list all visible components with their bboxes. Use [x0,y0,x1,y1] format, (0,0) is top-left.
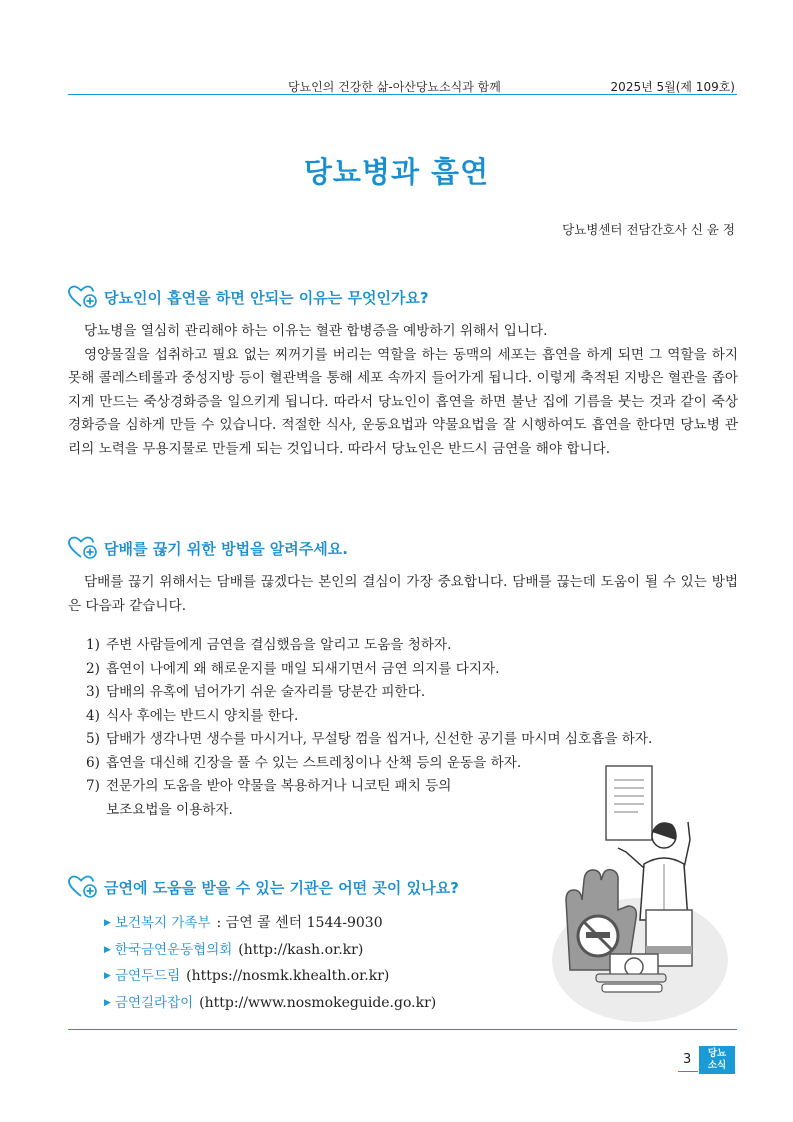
section1-paragraph: 영양물질을 섭취하고 필요 없는 찌꺼기를 버리는 역할을 하는 동맥의 세포는 흡연을 하게 되면 그 역할을 하지 못해 콜레스테롤과 중성지방 등이 혈관벽을 통해 세포 속까지 들어가게 됩니다. 이렇게 축적된 지방은 혈관을 좁아지게 만드는 죽상경화증을 일으키게 됩니다. 따라서 당뇨인이 흡연을 하면 불난 집에 기름을 붓는 것과 같이 죽상경화증을 심하게 만들 수 있습니다. 적절한 식사, 운동요법과 약물요법을 잘 시행하여도 흡연을 한다면 당뇨병 관리의 노력을 무용지물로 만들게 되는 것입니다. 따라서 당뇨인은 반드시 금연을 해야 합니다. [68,346,738,457]
triangle-bullet-icon: ▶ [104,971,111,981]
heart-plus-icon [68,285,98,309]
org-item [104,990,436,1017]
header-publication: 당뇨인의 건강한 삶-아산당뇨소식과 함께 [288,80,501,94]
list-item [86,728,746,752]
heart-plus-icon [68,536,98,560]
org-name: 금연두드림 [114,968,181,984]
badge-line1: 당뇨 [707,1048,727,1059]
page-number-underline [678,1071,698,1072]
page-title: 당뇨병과 흡연 [303,155,490,189]
org-detail: (https://nosmk.khealth.or.kr) [186,968,390,984]
org-detail: (http://kash.or.kr) [238,941,364,958]
header-divider [68,94,737,95]
org-name: 한국금연운동협의회 [114,941,233,958]
list-number: 5) [86,731,100,747]
section2-heading [68,535,348,561]
list-number: 3) [86,684,100,700]
list-number: 2) [86,660,100,677]
list-item [86,681,746,705]
section3-heading [68,874,459,900]
list-text: 주변 사람들에게 금연을 결심했음을 알리고 도움을 청하자. [106,637,452,653]
heart-plus-icon [68,875,98,899]
org-detail: (http://www.nosmokeguide.go.kr) [199,994,437,1011]
list-text: 전문가의 도움을 받아 약물을 복용하거나 니코틴 패치 등의 [106,778,452,794]
section2-intro-text: 담배를 끊기 위해서는 담배를 끊겠다는 본인의 결심이 가장 중요합니다. 담배를 끊는데 도움이 될 수 있는 방법은 다음과 같습니다. [68,574,738,614]
section2-title: 담배를 끊기 위한 방법을 알려주세요. [104,539,348,558]
org-name: 보건복지 가족부 [114,915,211,931]
list-text: 흡연이 나에게 왜 해로운지를 매일 되새기면서 금연 의지를 다지자. [106,660,500,677]
badge-line2: 소식 [707,1060,727,1071]
triangle-bullet-icon: ▶ [104,944,111,955]
list-item [86,705,746,729]
list-number: 6) [86,754,100,771]
list-text: 보조요법을 이용하자. [106,801,233,818]
header-issue: 2025년 5월(제 109호) [610,80,735,94]
triangle-bullet-icon: ▶ [104,918,111,928]
list-item [86,658,746,682]
section1-heading [68,284,429,310]
list-text: 흡연을 대신해 긴장을 풀 수 있는 스트레칭이나 산책 등의 운동을 하자. [106,754,522,771]
page-number: 3 [683,1052,692,1067]
org-detail: : 금연 콜 센터 1544-9030 [216,915,383,931]
section1-body [68,320,738,461]
section1-paragraph: 당뇨병을 열심히 관리해야 하는 이유는 혈관 합병증을 예방하기 위해서 입니다. [84,323,548,339]
list-text: 담배의 유혹에 넘어가기 쉬운 술자리를 당분간 피한다. [106,684,426,700]
list-text: 담배가 생각나면 생수를 마시거나, 무설탕 껌을 씹거나, 신선한 공기를 마시며 심호흡을 하자. [106,731,653,747]
org-name: 금연길라잡이 [114,994,194,1011]
list-number: 1) [86,637,100,653]
triangle-bullet-icon: ▶ [104,997,111,1008]
newsletter-badge [699,1046,735,1074]
org-list [104,910,436,1016]
section3-title: 금연에 도움을 받을 수 있는 기관은 어떤 곳이 있나요? [104,878,459,897]
list-item [86,634,746,658]
document-icon [606,766,652,840]
no-smoking-doctor-illustration [548,760,736,1022]
list-number: 4) [86,707,100,724]
org-item [104,937,436,964]
org-item [104,910,436,937]
byline: 당뇨병센터 전담간호사 신 윤 정 [562,222,735,237]
list-number: 7) [86,778,100,794]
section1-title: 당뇨인이 흡연을 하면 안되는 이유는 무엇인가요? [104,288,429,307]
org-item [104,963,436,990]
section2-intro [68,571,738,618]
list-text: 식사 후에는 반드시 양치를 한다. [106,707,299,724]
footer-divider [68,1029,737,1030]
